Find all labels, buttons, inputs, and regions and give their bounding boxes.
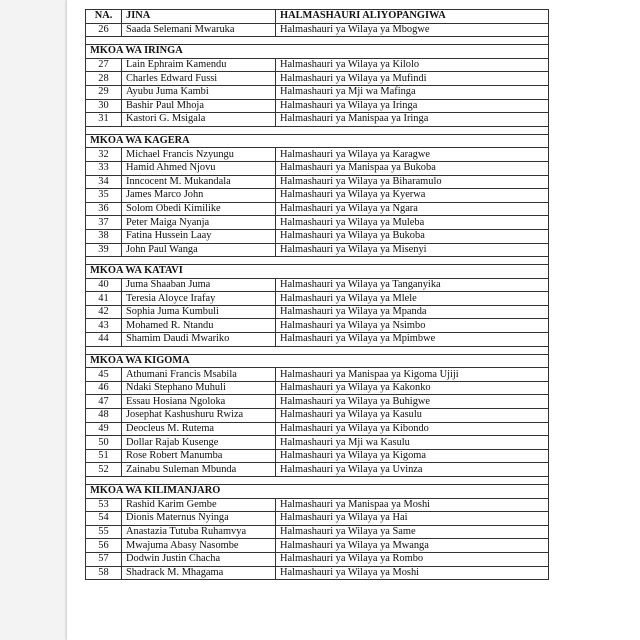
row-council: Halmashauri ya Wilaya ya Mufindi xyxy=(276,72,549,86)
row-name: Saada Selemani Mwaruka xyxy=(122,23,276,37)
row-council: Halmashauri ya Wilaya ya Buhigwe xyxy=(276,395,549,409)
row-name: Sophia Juma Kumbuli xyxy=(122,305,276,319)
table-row xyxy=(86,113,549,127)
row-council: Halmashauri ya Manispaa ya Bukoba xyxy=(276,161,549,175)
row-number: 28 xyxy=(86,72,122,86)
row-number: 56 xyxy=(86,539,122,553)
region-header-row xyxy=(86,45,549,59)
row-council: Halmashauri ya Wilaya ya Bukoba xyxy=(276,229,549,243)
row-council: Halmashauri ya Wilaya ya Kakonko xyxy=(276,381,549,395)
row-council: Halmashauri ya Wilaya ya Tanganyika xyxy=(276,278,549,292)
row-number: 34 xyxy=(86,175,122,189)
row-name: Ndaki Stephano Muhuli xyxy=(122,381,276,395)
section-spacer xyxy=(86,477,549,485)
table-row xyxy=(86,381,549,395)
row-council: Halmashauri ya Wilaya ya Moshi xyxy=(276,566,549,580)
row-name: Mohamed R. Ntandu xyxy=(122,319,276,333)
region-title: MKOA WA KIGOMA xyxy=(86,354,549,368)
table-row xyxy=(86,512,549,526)
row-number: 36 xyxy=(86,202,122,216)
row-name: Dionis Maternus Nyinga xyxy=(122,512,276,526)
table-row xyxy=(86,161,549,175)
table-row xyxy=(86,552,549,566)
table-row xyxy=(86,99,549,113)
row-number: 29 xyxy=(86,85,122,99)
row-number: 27 xyxy=(86,58,122,72)
row-number: 33 xyxy=(86,161,122,175)
row-name: Deocleus M. Rutema xyxy=(122,422,276,436)
table-row xyxy=(86,58,549,72)
row-council: Halmashauri ya Wilaya ya Biharamulo xyxy=(276,175,549,189)
row-number: 45 xyxy=(86,368,122,382)
row-number: 38 xyxy=(86,229,122,243)
row-council: Halmashauri ya Wilaya ya Mlele xyxy=(276,292,549,306)
row-number: 40 xyxy=(86,278,122,292)
row-council: Halmashauri ya Wilaya ya Karagwe xyxy=(276,148,549,162)
row-name: Rashid Karim Gembe xyxy=(122,498,276,512)
row-council: Halmashauri ya Wilaya ya Kibondo xyxy=(276,422,549,436)
row-name: Teresia Aloyce Irafay xyxy=(122,292,276,306)
region-title: MKOA WA KILIMANJARO xyxy=(86,485,549,499)
header-council: HALMASHAURI ALIYOPANGIWA xyxy=(276,10,549,24)
row-name: Juma Shaaban Juma xyxy=(122,278,276,292)
table-row xyxy=(86,216,549,230)
region-title: MKOA WA KATAVI xyxy=(86,265,549,279)
row-number: 35 xyxy=(86,189,122,203)
row-council: Halmashauri ya Wilaya ya Iringa xyxy=(276,99,549,113)
row-number: 54 xyxy=(86,512,122,526)
row-name: Solom Obedi Kimilike xyxy=(122,202,276,216)
row-council: Halmashauri ya Wilaya ya Mpanda xyxy=(276,305,549,319)
row-council: Halmashauri ya Wilaya ya Rombo xyxy=(276,552,549,566)
row-council: Halmashauri ya Wilaya ya Mwanga xyxy=(276,539,549,553)
row-number: 50 xyxy=(86,436,122,450)
row-council: Halmashauri ya Manispaa ya Kigoma Ujiji xyxy=(276,368,549,382)
table-row xyxy=(86,278,549,292)
table-row xyxy=(86,498,549,512)
table-row xyxy=(86,85,549,99)
row-council: Halmashauri ya Wilaya ya Uvinza xyxy=(276,463,549,477)
row-number: 41 xyxy=(86,292,122,306)
row-number: 58 xyxy=(86,566,122,580)
table-row xyxy=(86,148,549,162)
row-council: Halmashauri ya Manispaa ya Iringa xyxy=(276,113,549,127)
row-name: Lain Ephraim Kamendu xyxy=(122,58,276,72)
row-name: Charles Edward Fussi xyxy=(122,72,276,86)
table-header-row xyxy=(86,10,549,24)
row-council: Halmashauri ya Wilaya ya Kasulu xyxy=(276,409,549,423)
table-row xyxy=(86,539,549,553)
table-row xyxy=(86,305,549,319)
row-number: 46 xyxy=(86,381,122,395)
row-number: 44 xyxy=(86,333,122,347)
region-header-row xyxy=(86,354,549,368)
table-row xyxy=(86,449,549,463)
row-number: 51 xyxy=(86,449,122,463)
row-council: Halmashauri ya Manispaa ya Moshi xyxy=(276,498,549,512)
row-number: 47 xyxy=(86,395,122,409)
region-header-row xyxy=(86,485,549,499)
spacer-cell xyxy=(86,37,549,45)
row-number: 52 xyxy=(86,463,122,477)
row-council: Halmashauri ya Wilaya ya Misenyi xyxy=(276,243,549,257)
table-row xyxy=(86,72,549,86)
table-row xyxy=(86,436,549,450)
row-council: Halmashauri ya Wilaya ya Hai xyxy=(276,512,549,526)
row-name: Zainabu Suleman Mbunda xyxy=(122,463,276,477)
row-council: Halmashauri ya Wilaya ya Ngara xyxy=(276,202,549,216)
section-spacer xyxy=(86,346,549,354)
row-council: Halmashauri ya Wilaya ya Kyerwa xyxy=(276,189,549,203)
row-name: John Paul Wanga xyxy=(122,243,276,257)
table-row xyxy=(86,333,549,347)
table-row xyxy=(86,175,549,189)
row-name: James Marco John xyxy=(122,189,276,203)
table-row xyxy=(86,292,549,306)
row-name: Peter Maiga Nyanja xyxy=(122,216,276,230)
row-council: Halmashauri ya Wilaya ya Kigoma xyxy=(276,449,549,463)
section-spacer xyxy=(86,126,549,134)
row-name: Hamid Ahmed Njovu xyxy=(122,161,276,175)
row-number: 31 xyxy=(86,113,122,127)
section-spacer xyxy=(86,37,549,45)
row-name: Rose Robert Manumba xyxy=(122,449,276,463)
spacer-cell xyxy=(86,257,549,265)
section-spacer xyxy=(86,257,549,265)
region-title: MKOA WA KAGERA xyxy=(86,134,549,148)
table-row xyxy=(86,243,549,257)
table-row xyxy=(86,23,549,37)
row-council: Halmashauri ya Wilaya ya Kilolo xyxy=(276,58,549,72)
row-council: Halmashauri ya Wilaya ya Mbogwe xyxy=(276,23,549,37)
row-name: Fatina Hussein Laay xyxy=(122,229,276,243)
row-number: 37 xyxy=(86,216,122,230)
row-name: Anastazia Tutuba Ruhamvya xyxy=(122,525,276,539)
header-number: NA. xyxy=(86,10,122,24)
spacer-cell xyxy=(86,126,549,134)
table-row xyxy=(86,566,549,580)
row-name: Josephat Kashushuru Rwiza xyxy=(122,409,276,423)
row-name: Dollar Rajab Kusenge xyxy=(122,436,276,450)
table-row xyxy=(86,189,549,203)
table-body xyxy=(86,23,549,580)
table-row xyxy=(86,319,549,333)
row-name: Athumani Francis Msabila xyxy=(122,368,276,382)
row-name: Ayubu Juma Kambi xyxy=(122,85,276,99)
row-number: 43 xyxy=(86,319,122,333)
row-number: 55 xyxy=(86,525,122,539)
region-header-row xyxy=(86,134,549,148)
row-council: Halmashauri ya Mji wa Mafinga xyxy=(276,85,549,99)
table-row xyxy=(86,229,549,243)
row-name: Inncocent M. Mukandala xyxy=(122,175,276,189)
row-name: Dodwin Justin Chacha xyxy=(122,552,276,566)
table-row xyxy=(86,202,549,216)
row-number: 49 xyxy=(86,422,122,436)
row-number: 30 xyxy=(86,99,122,113)
row-name: Essau Hosiana Ngoloka xyxy=(122,395,276,409)
row-number: 32 xyxy=(86,148,122,162)
region-header-row xyxy=(86,265,549,279)
row-name: Bashir Paul Mhoja xyxy=(122,99,276,113)
header-name: JINA xyxy=(122,10,276,24)
row-number: 42 xyxy=(86,305,122,319)
region-title: MKOA WA IRINGA xyxy=(86,45,549,59)
row-name: Shadrack M. Mhagama xyxy=(122,566,276,580)
row-name: Michael Francis Nzyungu xyxy=(122,148,276,162)
spacer-cell xyxy=(86,346,549,354)
row-council: Halmashauri ya Wilaya ya Nsimbo xyxy=(276,319,549,333)
spacer-cell xyxy=(86,477,549,485)
table-row xyxy=(86,422,549,436)
row-number: 57 xyxy=(86,552,122,566)
table-row xyxy=(86,525,549,539)
table-row xyxy=(86,368,549,382)
row-number: 39 xyxy=(86,243,122,257)
row-council: Halmashauri ya Wilaya ya Same xyxy=(276,525,549,539)
table-row xyxy=(86,395,549,409)
table-row xyxy=(86,463,549,477)
council-assignment-table xyxy=(85,9,549,580)
row-name: Mwajuma Abasy Nasombe xyxy=(122,539,276,553)
table-row xyxy=(86,409,549,423)
row-number: 48 xyxy=(86,409,122,423)
row-name: Shamim Daudi Mwariko xyxy=(122,333,276,347)
row-number: 53 xyxy=(86,498,122,512)
row-council: Halmashauri ya Mji wa Kasulu xyxy=(276,436,549,450)
row-council: Halmashauri ya Wilaya ya Muleba xyxy=(276,216,549,230)
row-number: 26 xyxy=(86,23,122,37)
row-council: Halmashauri ya Wilaya ya Mpimbwe xyxy=(276,333,549,347)
row-name: Kastori G. Msigala xyxy=(122,113,276,127)
